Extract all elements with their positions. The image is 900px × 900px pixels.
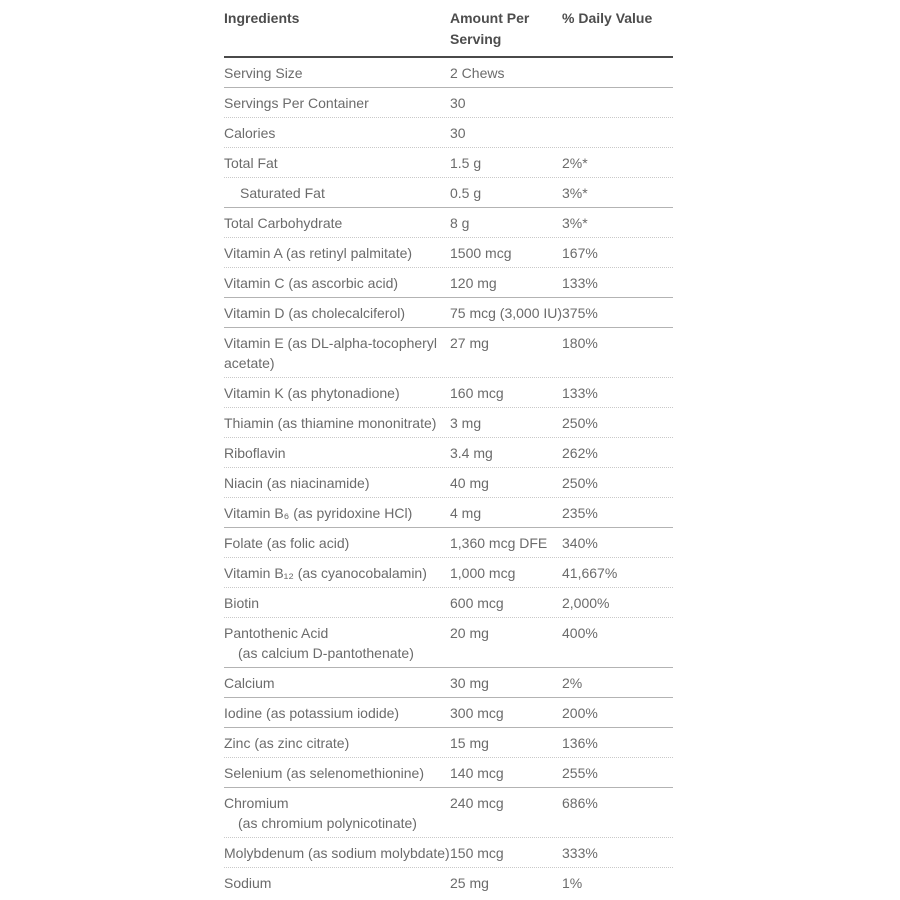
column-header-amount-per-serving: Amount Per Serving xyxy=(450,10,530,47)
ingredient-name: Vitamin B₆ (as pyridoxine HCl) xyxy=(224,505,413,521)
table-row xyxy=(224,178,673,208)
ingredient-name-cell xyxy=(224,473,450,493)
ingredient-name-cell xyxy=(224,123,450,143)
daily-value-cell: 136% xyxy=(562,735,598,751)
amount-cell: 150 mcg xyxy=(450,845,504,861)
table-header xyxy=(224,8,673,58)
ingredient-name: Niacin (as niacinamide) xyxy=(224,475,370,491)
supplement-facts-table xyxy=(224,8,673,897)
amount-cell: 27 mg xyxy=(450,335,489,351)
ingredient-name-cell xyxy=(224,503,450,523)
table-row xyxy=(224,758,673,788)
ingredient-name-cell xyxy=(224,673,450,693)
ingredient-name-cell xyxy=(224,873,450,893)
table-row xyxy=(224,58,673,88)
daily-value-cell: 262% xyxy=(562,445,598,461)
table-row xyxy=(224,268,673,298)
table-row xyxy=(224,438,673,468)
amount-cell: 160 mcg xyxy=(450,385,504,401)
ingredient-name-cell xyxy=(224,703,450,723)
ingredient-name: Vitamin C (as ascorbic acid) xyxy=(224,275,399,291)
ingredient-name: Thiamin (as thiamine mononitrate) xyxy=(224,415,437,431)
daily-value-cell: 3%* xyxy=(562,215,588,231)
amount-cell: 20 mg xyxy=(450,625,489,641)
daily-value-cell: 200% xyxy=(562,705,598,721)
table-row xyxy=(224,618,673,668)
amount-cell: 15 mg xyxy=(450,735,489,751)
daily-value-cell: 255% xyxy=(562,765,598,781)
ingredient-name: Folate (as folic acid) xyxy=(224,535,350,551)
column-header-ingredients: Ingredients xyxy=(224,10,300,26)
ingredient-name-sub: (as chromium polynicotinate) xyxy=(238,815,417,831)
table-row xyxy=(224,378,673,408)
daily-value-cell: 375% xyxy=(562,305,598,321)
daily-value-cell: 235% xyxy=(562,505,598,521)
ingredient-name-cell xyxy=(224,63,450,83)
daily-value-cell: 41,667% xyxy=(562,565,618,581)
ingredient-name: Iodine (as potassium iodide) xyxy=(224,705,400,721)
ingredient-name: Calories xyxy=(224,125,276,141)
ingredient-name: Riboflavin xyxy=(224,445,286,461)
ingredient-name-cell xyxy=(224,413,450,433)
table-row xyxy=(224,238,673,268)
column-header-daily-value: % Daily Value xyxy=(562,10,653,26)
amount-cell: 300 mcg xyxy=(450,705,504,721)
ingredient-name-cell xyxy=(224,243,450,263)
table-row xyxy=(224,868,673,897)
daily-value-cell: 133% xyxy=(562,275,598,291)
ingredient-name: Chromium xyxy=(224,795,289,811)
ingredient-name-cell xyxy=(224,303,450,323)
daily-value-cell: 180% xyxy=(562,335,598,351)
daily-value-cell: 333% xyxy=(562,845,598,861)
amount-cell: 1.5 g xyxy=(450,155,482,171)
ingredient-name-cell xyxy=(224,183,450,203)
ingredient-name-cell xyxy=(224,333,450,373)
amount-cell: 75 mcg (3,000 IU) xyxy=(450,305,563,321)
ingredient-name: Serving Size xyxy=(224,65,303,81)
table-row xyxy=(224,728,673,758)
ingredient-name: Vitamin B₁₂ (as cyanocobalamin) xyxy=(224,565,427,581)
ingredient-name-cell xyxy=(224,213,450,233)
daily-value-cell: 2%* xyxy=(562,155,588,171)
amount-cell: 1,000 mcg xyxy=(450,565,516,581)
amount-cell: 1,360 mcg DFE xyxy=(450,535,548,551)
table-row xyxy=(224,118,673,148)
ingredient-name-cell xyxy=(224,443,450,463)
ingredient-name-cell xyxy=(224,733,450,753)
ingredient-name-cell xyxy=(224,623,450,663)
daily-value-cell: 250% xyxy=(562,415,598,431)
table-row xyxy=(224,468,673,498)
ingredient-name-cell xyxy=(224,763,450,783)
table-body xyxy=(224,58,673,897)
ingredient-name-cell xyxy=(224,593,450,613)
ingredient-name: Vitamin A (as retinyl palmitate) xyxy=(224,245,413,261)
daily-value-cell: 250% xyxy=(562,475,598,491)
amount-cell: 3 mg xyxy=(450,415,482,431)
ingredient-name: Zinc (as zinc citrate) xyxy=(224,735,350,751)
amount-cell: 4 mg xyxy=(450,505,482,521)
ingredient-name-cell xyxy=(224,793,450,833)
ingredient-name-cell xyxy=(224,273,450,293)
ingredient-name: Molybdenum (as sodium molybdate) xyxy=(224,845,450,861)
ingredient-name-cell xyxy=(224,563,450,583)
daily-value-cell: 2% xyxy=(562,675,583,691)
amount-cell: 120 mg xyxy=(450,275,497,291)
ingredient-name-sub: (as calcium D-pantothenate) xyxy=(238,645,414,661)
table-row xyxy=(224,528,673,558)
table-row xyxy=(224,208,673,238)
ingredient-name: Pantothenic Acid xyxy=(224,625,329,641)
amount-cell: 30 xyxy=(450,125,466,141)
ingredient-name: Saturated Fat xyxy=(240,185,325,201)
table-row xyxy=(224,558,673,588)
table-row xyxy=(224,88,673,118)
table-row xyxy=(224,588,673,618)
ingredient-name-cell xyxy=(224,93,450,113)
amount-cell: 30 xyxy=(450,95,466,111)
daily-value-cell: 340% xyxy=(562,535,598,551)
daily-value-cell: 133% xyxy=(562,385,598,401)
daily-value-cell: 3%* xyxy=(562,185,588,201)
amount-cell: 3.4 mg xyxy=(450,445,493,461)
amount-cell: 1500 mcg xyxy=(450,245,512,261)
table-row xyxy=(224,788,673,838)
ingredient-name: Biotin xyxy=(224,595,260,611)
amount-cell: 30 mg xyxy=(450,675,489,691)
table-row xyxy=(224,668,673,698)
ingredient-name: Total Fat xyxy=(224,155,278,171)
ingredient-name-cell xyxy=(224,843,450,863)
ingredient-name: Vitamin K (as phytonadione) xyxy=(224,385,400,401)
daily-value-cell: 1% xyxy=(562,875,583,891)
table-row xyxy=(224,838,673,868)
table-row xyxy=(224,328,673,378)
amount-cell: 140 mcg xyxy=(450,765,504,781)
daily-value-cell: 686% xyxy=(562,795,598,811)
ingredient-name: Vitamin E (as DL-alpha-tocopheryl xyxy=(224,335,437,351)
ingredient-name: Selenium (as selenomethionine) xyxy=(224,765,424,781)
daily-value-cell: 400% xyxy=(562,625,598,641)
table-row xyxy=(224,298,673,328)
ingredient-name-cell xyxy=(224,153,450,173)
daily-value-cell: 2,000% xyxy=(562,595,610,611)
amount-cell: 8 g xyxy=(450,215,470,231)
ingredient-name: Vitamin D (as cholecalciferol) xyxy=(224,305,406,321)
daily-value-cell: 167% xyxy=(562,245,598,261)
amount-cell: 40 mg xyxy=(450,475,489,491)
ingredient-name-cell xyxy=(224,533,450,553)
table-row xyxy=(224,148,673,178)
amount-cell: 25 mg xyxy=(450,875,489,891)
amount-cell: 0.5 g xyxy=(450,185,482,201)
table-row xyxy=(224,698,673,728)
ingredient-name-cell xyxy=(224,383,450,403)
amount-cell: 2 Chews xyxy=(450,65,505,81)
ingredient-name: Servings Per Container xyxy=(224,95,369,111)
ingredient-name: Total Carbohydrate xyxy=(224,215,343,231)
ingredient-name-sub: acetate) xyxy=(224,355,275,371)
table-row xyxy=(224,498,673,528)
table-row xyxy=(224,408,673,438)
amount-cell: 600 mcg xyxy=(450,595,504,611)
ingredient-name: Calcium xyxy=(224,675,275,691)
amount-cell: 240 mcg xyxy=(450,795,504,811)
ingredient-name: Sodium xyxy=(224,875,272,891)
